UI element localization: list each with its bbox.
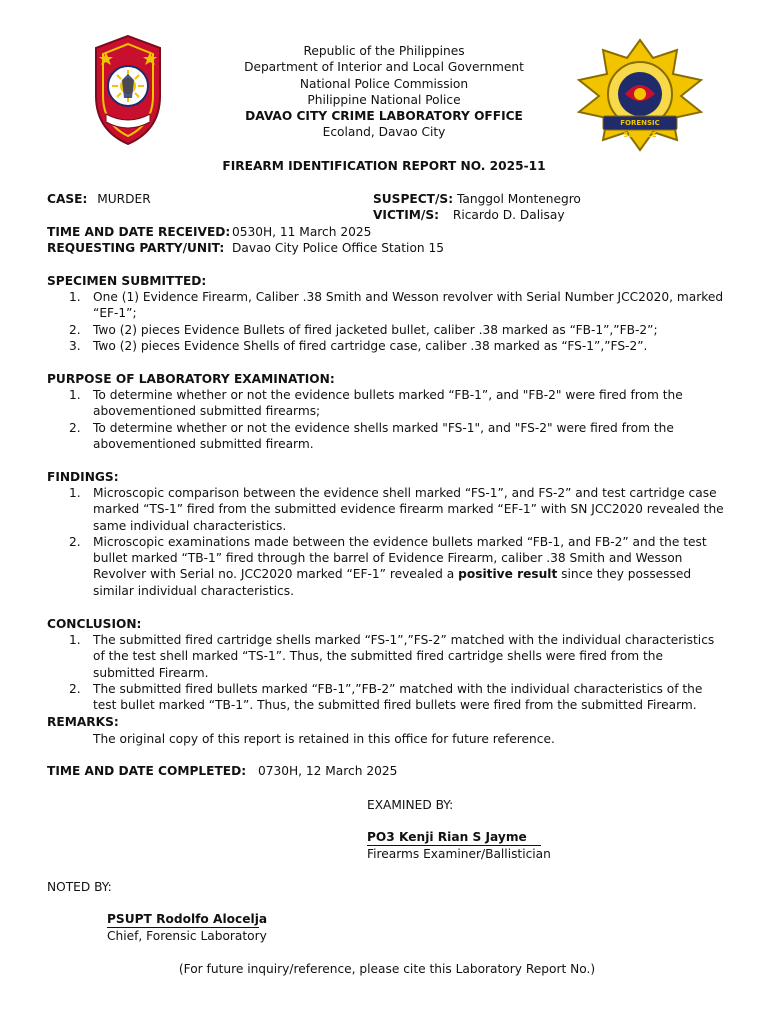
positive-result-text: positive result <box>458 567 558 582</box>
noted-position: Chief, Forensic Laboratory <box>107 929 267 943</box>
received-value: 0530H, 11 March 2025 <box>232 225 372 239</box>
suspect-row <box>373 191 581 207</box>
header-republic: Republic of the Philippines <box>303 44 465 58</box>
examiner-position: Firearms Examiner/Ballistician <box>367 847 551 861</box>
received-label: TIME AND DATE RECEIVED: <box>47 225 231 239</box>
list-item: 2. Microscopic examinations made between the evidence bullets marked “FB-1, and FB-2” and the test bullet marked “TB-1” fired through the barrel of Evidence Firearm, caliber .38 Smith and Wesson Revolver with Serial no. JCC2020 marked “EF-1” revealed a positive result since they possessed similar individual characteristics. <box>69 534 707 598</box>
list-item: 1. The submitted fired cartridge shells marked “FS-1”,”FS-2” matched with the individual characteristics of the test shell marked “TS-1”. Thus, the submitted fired cartridge shells were fired from the submitted Firearm. <box>69 633 715 680</box>
noted-label: NOTED BY: <box>47 880 112 894</box>
report-title: FIREARM IDENTIFICATION REPORT NO. 2025-11 <box>222 159 546 173</box>
specimen-list <box>47 289 727 354</box>
header-office: DAVAO CITY CRIME LABORATORY OFFICE <box>245 109 523 124</box>
list-item: 1. One (1) Evidence Firearm, Caliber .38 Smith and Wesson revolver with Serial Number JCC2020, marked “EF-1”; <box>69 290 724 321</box>
header-commission: National Police Commission <box>299 76 469 91</box>
victim-label: VICTIM/S: <box>373 208 439 222</box>
examined-label: EXAMINED BY: <box>367 798 454 812</box>
purpose-list <box>47 387 727 452</box>
completed-row <box>47 763 397 779</box>
specimen-title: SPECIMEN SUBMITTED: <box>47 274 207 288</box>
completed-value: 0730H, 12 March 2025 <box>257 764 398 778</box>
remarks-title: REMARKS: <box>47 715 119 729</box>
requesting-value: Davao City Police Office Station 15 <box>232 241 445 255</box>
remarks-text: The original copy of this report is retained in this office for future reference. <box>93 732 555 746</box>
pnp-seal-logo <box>92 34 164 146</box>
purpose-title: PURPOSE OF LABORATORY EXAMINATION: <box>47 372 335 386</box>
case-row <box>47 191 151 207</box>
conclusion-list <box>47 632 727 713</box>
list-item: 2. The submitted fired bullets marked “FB-1”,”FB-2” matched with the individual characteristics of the test bullet marked “TB-1”. Thus, the submitted fired bullets were fired from the submitted Firearm. <box>69 681 703 713</box>
footer-note: (For future inquiry/reference, please cite this Laboratory Report No.) <box>178 962 596 976</box>
noted-name: PSUPT Rodolfo Alocelja <box>107 911 259 928</box>
list-item: 1. To determine whether or not the evidence bullets marked “FB-1”, and "FB-2" were fired from the abovementioned submitted firearms; <box>69 388 683 419</box>
conclusion-title: CONCLUSION: <box>47 617 142 631</box>
findings-title: FINDINGS: <box>47 470 119 484</box>
requesting-label: REQUESTING PARTY/UNIT: <box>47 241 225 255</box>
list-item: 2. To determine whether or not the evidence shells marked "FS-1", and "FS-2" were fired from the abovementioned submitted firearm. <box>69 420 674 451</box>
header-department: Department of Interior and Local Government <box>244 60 524 75</box>
header-pnp: Philippine National Police <box>307 92 461 107</box>
requesting-row <box>47 240 224 256</box>
findings-list <box>47 485 727 599</box>
suspect-label: SUSPECT/S: <box>373 192 454 206</box>
completed-label: TIME AND DATE COMPLETED: <box>47 764 247 778</box>
letterhead <box>190 43 578 141</box>
list-item: 3. Two (2) pieces Evidence Shells of fired cartridge case, caliber .38 marked as “FS-1”,”FS-2”. <box>69 338 648 353</box>
crime-laboratory-badge-logo <box>573 38 707 152</box>
victim-row <box>373 207 565 223</box>
received-row <box>47 224 230 240</box>
examiner-signature-line <box>367 829 541 846</box>
case-label: CASE: <box>47 192 88 206</box>
list-item: 2. Two (2) pieces Evidence Bullets of fired jacketed bullet, caliber .38 marked as “FB-1”,”FB-2”; <box>69 322 658 337</box>
forensic-service-banner-text: FORENSIC SERVICE <box>620 119 660 139</box>
examiner-name: PO3 Kenji Rian S Jayme <box>367 829 541 846</box>
list-item: 1. Microscopic comparison between the evidence shell marked “FS-1”, and FS-2” and test cartridge case marked “TS-1” fired from the submitted evidence firearm marked “EF-1” with SN JCC2020 revealed the same individual characteristics. <box>69 486 724 533</box>
noted-signature-line <box>107 911 268 928</box>
victim-value: Ricardo D. Dalisay <box>452 208 565 222</box>
suspect-value: Tanggol Montenegro <box>456 192 581 206</box>
header-location: Ecoland, Davao City <box>322 125 446 140</box>
case-value: MURDER <box>97 192 151 206</box>
